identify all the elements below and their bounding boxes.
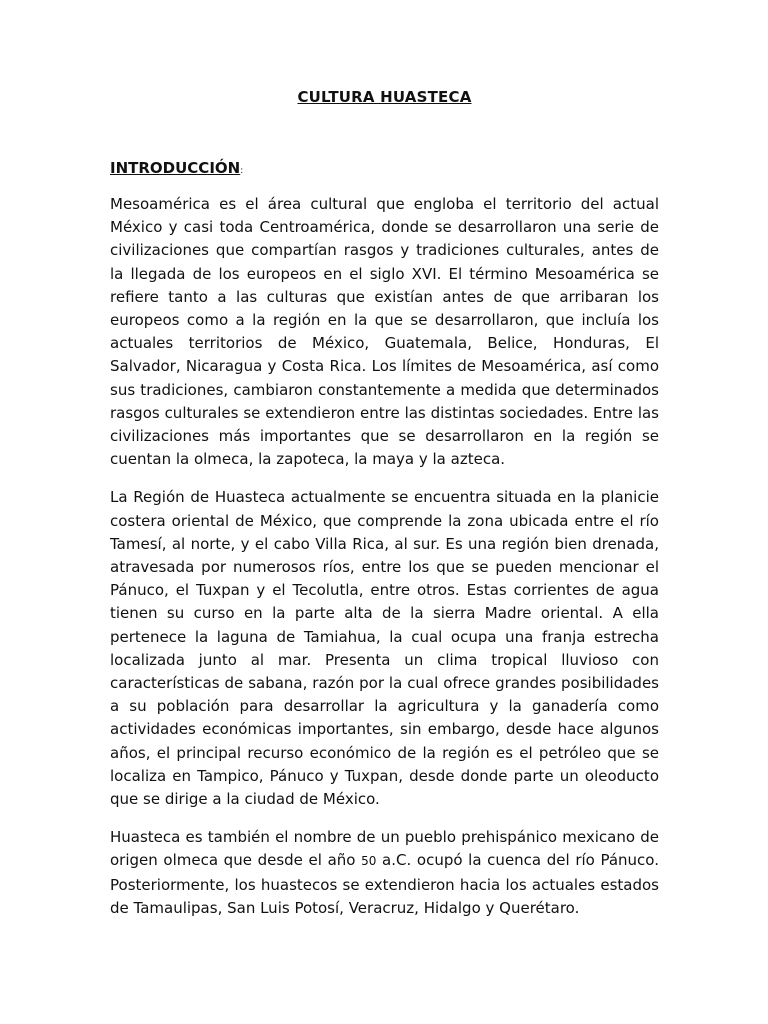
paragraph-region-huasteca: La Región de Huasteca actualmente se encuentra situada en la planicie costera oriental de México, que comprende la zona ubicada entre el río Tamesí, al norte, y el cabo Villa Rica, al sur. Es una región bien drenada, atravesada por numerosos ríos, entre los que se pueden mencionar el Pánuco, el Tuxpan y el Tecolutla, entre otros. Estas corrientes de agua tienen su curso en la parte alta de la sierra Madre oriental. A ella pertenece la laguna de Tamiahua, la cual ocupa una franja estrecha localizada junto al mar. Presenta un clima tropical lluvioso con características de sabana, razón por la cual ofrece grandes posibilidades a su población para desarrollar la agricultura y la ganadería como actividades económicas importantes, sin embargo, desde hace algunos años, el principal recurso económico de la región es el petróleo que se localiza en Tampico, Pánuco y Tuxpan, desde donde parte un oleoducto que se dirige a la ciudad de México.: [110, 488, 659, 809]
section-heading: [110, 157, 659, 179]
section-heading-colon: :: [240, 166, 244, 176]
section-heading-text: INTRODUCCIÓN: [110, 159, 241, 177]
paragraph-text-before-year: Huasteca es también el nombre de un pueblo prehispánico mexicano de origen olmeca que desde el año: [110, 828, 659, 870]
document-title: CULTURA HUASTECA: [297, 88, 472, 106]
paragraph-text-after-year: a.C. ocupó la cuenca del río Pánuco. Posteriormente, los huastecos se extendieron hacia los actuales estados de Tamaulipas, San Luis Potosí, Veracruz, Hidalgo y Querétaro.: [110, 851, 659, 917]
paragraph-pueblo-huasteco: [110, 826, 659, 920]
paragraph-mesoamerica: Mesoamérica es el área cultural que engloba el territorio del actual México y casi toda Centroamérica, donde se desarrollaron una serie de civilizaciones que compartían rasgos y tradiciones culturales, antes de la llegada de los europeos en el siglo XVI. El término Mesoamérica se refiere tanto a las culturas que existían antes de que arribaran los europeos como a la región en la que se desarrollaron, que incluía los actuales territorios de México, Guatemala, Belice, Honduras, El Salvador, Nicaragua y Costa Rica. Los límites de Mesoamérica, así como sus tradiciones, cambiaron constantemente a medida que determinados rasgos culturales se extendieron entre las distintas sociedades. Entre las civilizaciones más importantes que se desarrollaron en la región se cuentan la olmeca, la zapoteca, la maya y la azteca.: [110, 195, 659, 469]
document-page: [110, 86, 659, 920]
year-number: 50: [361, 854, 377, 869]
